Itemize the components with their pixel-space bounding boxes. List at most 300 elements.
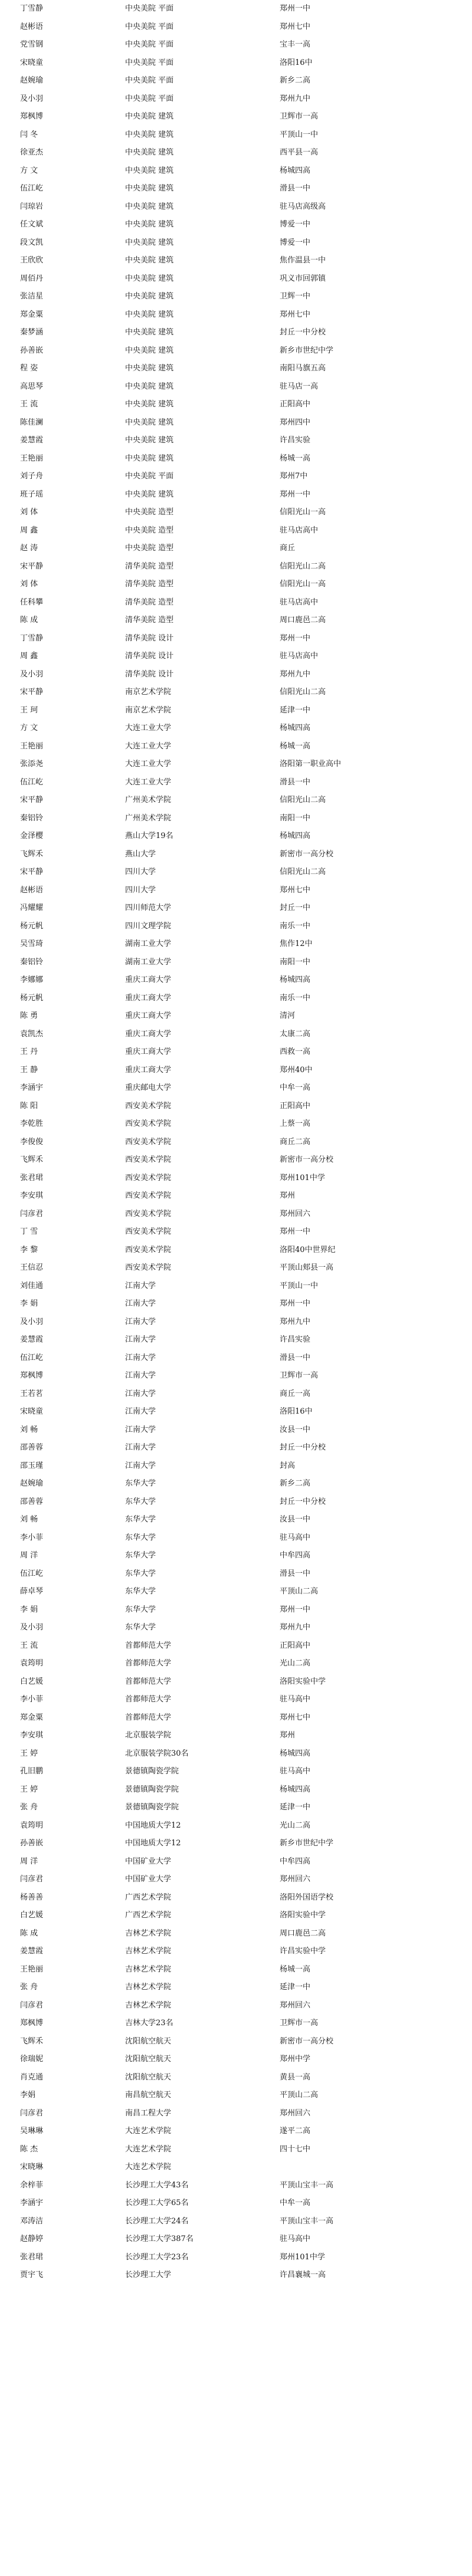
student-name: 宋晓童 xyxy=(20,58,44,67)
high-school: 郑州九中 xyxy=(280,1623,311,1632)
list-row xyxy=(0,1295,472,1313)
student-name: 刘 畅 xyxy=(20,1425,38,1434)
student-name: 刘 畅 xyxy=(20,1515,38,1524)
student-name: 张 舟 xyxy=(20,1983,38,1992)
admitted-school: 江南大学 xyxy=(125,1389,156,1398)
admitted-school: 江南大学 xyxy=(125,1407,156,1416)
admitted-school: 燕山大学19名 xyxy=(125,832,173,840)
student-name: 郑枫博 xyxy=(20,2019,44,2028)
list-row xyxy=(0,252,472,270)
high-school: 驻马高中 xyxy=(280,1533,311,1542)
admitted-school: 沈阳航空航天 xyxy=(125,2055,172,2064)
high-school: 西平县一高 xyxy=(280,148,319,157)
student-name: 郑金粟 xyxy=(20,310,44,319)
list-row xyxy=(0,18,472,37)
high-school: 商丘一高 xyxy=(280,1389,311,1398)
student-name: 李 娟 xyxy=(20,1299,38,1308)
admitted-school: 中央美院 建筑 xyxy=(125,310,174,319)
admitted-school: 首都师范大学 xyxy=(125,1659,172,1668)
high-school: 宝丰一高 xyxy=(280,40,311,49)
high-school: 杨城一高 xyxy=(280,741,311,751)
student-name: 赵彬语 xyxy=(20,22,44,31)
list-row xyxy=(0,1619,472,1637)
student-name: 宋平静 xyxy=(20,868,44,876)
list-row xyxy=(0,1133,472,1152)
list-row xyxy=(0,36,472,54)
high-school: 周口鹿邑二高 xyxy=(280,1928,326,1938)
high-school: 杨城四高 xyxy=(280,975,311,984)
admitted-school: 首都师范大学 xyxy=(125,1641,172,1650)
student-name: 王 流 xyxy=(20,1641,38,1650)
list-row xyxy=(0,1241,472,1260)
list-row xyxy=(0,1043,472,1062)
list-row xyxy=(0,1151,472,1169)
high-school: 中牟一高 xyxy=(280,2199,311,2207)
admitted-school: 景德镇陶瓷学院 xyxy=(125,1767,179,1776)
list-row xyxy=(0,1007,472,1026)
high-school: 光山二高 xyxy=(280,1659,311,1668)
admitted-school: 西安美术学院 xyxy=(125,1191,172,1200)
student-name: 姜慧霞 xyxy=(20,1947,44,1956)
admitted-school: 西安美术学院 xyxy=(125,1245,172,1254)
list-row xyxy=(0,846,472,864)
high-school: 新乡二高 xyxy=(280,1479,311,1488)
admitted-school: 中央美院 建筑 xyxy=(125,202,174,211)
admitted-school: 东华大学 xyxy=(125,1479,156,1488)
admitted-school: 中央美院 平面 xyxy=(125,4,174,13)
high-school: 南阳一中 xyxy=(280,813,311,823)
admitted-school: 中央美院 建筑 xyxy=(125,148,174,157)
student-name: 李 黎 xyxy=(20,1245,38,1254)
student-name: 飞辉禾 xyxy=(20,2036,44,2046)
list-row xyxy=(0,2249,472,2267)
student-name: 刘 体 xyxy=(20,508,38,517)
admitted-school: 吉林艺术学院 xyxy=(125,1928,172,1938)
student-name: 吴雪琦 xyxy=(20,939,44,948)
high-school: 延津一中 xyxy=(280,1983,311,1992)
list-row xyxy=(0,2051,472,2069)
list-row xyxy=(0,414,472,432)
student-name: 及小羽 xyxy=(20,1623,44,1632)
list-row xyxy=(0,2069,472,2087)
student-name: 袁凯杰 xyxy=(20,1029,44,1039)
student-name: 陈 成 xyxy=(20,616,38,625)
admitted-school: 中国矿业大学 xyxy=(125,1857,172,1866)
student-name: 邵玉瑾 xyxy=(20,1461,44,1470)
list-row xyxy=(0,1529,472,1547)
high-school: 平顶山宝丰一高 xyxy=(280,2216,334,2226)
admitted-school: 东华大学 xyxy=(125,1497,156,1506)
admitted-school: 江南大学 xyxy=(125,1461,156,1470)
student-name: 伍江屹 xyxy=(20,1569,44,1578)
list-row xyxy=(0,1691,472,1709)
student-name: 姜慧霞 xyxy=(20,1335,44,1344)
student-name: 郑枫博 xyxy=(20,112,44,121)
admitted-school: 广州美术学院 xyxy=(125,796,172,804)
admitted-school: 东华大学 xyxy=(125,1551,156,1560)
student-name: 闫彦君 xyxy=(20,1875,44,1884)
admitted-school: 中央美院 建筑 xyxy=(125,112,174,121)
admitted-school: 重庆工商大学 xyxy=(125,1065,172,1075)
student-name: 方 文 xyxy=(20,166,38,175)
student-name: 王艳丽 xyxy=(20,1964,44,1974)
student-name: 王艳丽 xyxy=(20,454,44,463)
list-row xyxy=(0,594,472,612)
list-row xyxy=(0,540,472,558)
student-name: 王艳丽 xyxy=(20,741,44,751)
high-school: 正阳高中 xyxy=(280,1641,311,1650)
list-row xyxy=(0,1259,472,1277)
admitted-school: 东华大学 xyxy=(125,1515,156,1524)
high-school: 郑州四中 xyxy=(280,418,311,427)
admitted-school: 燕山大学 xyxy=(125,849,156,859)
list-row xyxy=(0,1187,472,1205)
admitted-school: 长沙理工大学65名 xyxy=(125,2199,189,2207)
student-name: 李安琪 xyxy=(20,1191,44,1200)
high-school: 驻马店高中 xyxy=(280,652,319,661)
high-school: 光山二高 xyxy=(280,1821,311,1830)
list-row xyxy=(0,1367,472,1385)
high-school: 杨城四高 xyxy=(280,1749,311,1758)
student-name: 丁雪静 xyxy=(20,4,44,13)
list-row xyxy=(0,1547,472,1565)
admitted-school: 清华美院 造型 xyxy=(125,597,174,607)
high-school: 卫辉一中 xyxy=(280,292,311,301)
admitted-school: 湖南工业大学 xyxy=(125,957,172,967)
list-row xyxy=(0,180,472,198)
list-row xyxy=(0,755,472,774)
list-row xyxy=(0,216,472,234)
high-school: 新密市一高分校 xyxy=(280,849,334,859)
high-school: 杨城一高 xyxy=(280,1964,311,1974)
student-name: 张君珺 xyxy=(20,1173,44,1182)
admitted-school: 四川大学 xyxy=(125,885,156,895)
admitted-school: 大连工业大学 xyxy=(125,760,172,768)
admitted-school: 江南大学 xyxy=(125,1317,156,1326)
admitted-school: 中央美院 建筑 xyxy=(125,382,174,391)
high-school: 滑县一中 xyxy=(280,184,311,193)
list-row xyxy=(0,1853,472,1871)
student-name: 赵静婷 xyxy=(20,2235,44,2243)
admitted-school: 吉林艺术学院 xyxy=(125,1964,172,1974)
high-school: 南阳一中 xyxy=(280,957,311,967)
student-name: 李俊俊 xyxy=(20,1137,44,1146)
student-name: 秦铝铃 xyxy=(20,957,44,967)
student-name: 孙善嵌 xyxy=(20,1839,44,1848)
high-school: 郑州 xyxy=(280,1191,296,1200)
high-school: 郑州一中 xyxy=(280,489,311,499)
admitted-school: 长沙理工大学43名 xyxy=(125,2180,189,2190)
student-name: 徐瑞妮 xyxy=(20,2055,44,2064)
student-name: 闫琼岩 xyxy=(20,202,44,211)
student-name: 王信忍 xyxy=(20,1263,44,1272)
high-school: 平顶山二高 xyxy=(280,1587,319,1596)
high-school: 杨城四高 xyxy=(280,1785,311,1794)
student-name: 李娟 xyxy=(20,2091,36,2099)
list-row xyxy=(0,270,472,288)
list-row xyxy=(0,126,472,144)
student-name: 伍江屹 xyxy=(20,1353,44,1362)
admitted-school: 西安美术学院 xyxy=(125,1227,172,1236)
high-school: 洛阳40中世界纪 xyxy=(280,1245,336,1254)
student-name: 伍江屹 xyxy=(20,184,44,193)
admitted-school: 重庆工商大学 xyxy=(125,993,172,1003)
high-school: 卫辉市一高 xyxy=(280,112,319,121)
high-school: 信阳光山一高 xyxy=(280,580,326,589)
admitted-school: 中央美院 建筑 xyxy=(125,418,174,427)
student-name: 袁筠明 xyxy=(20,1659,44,1668)
student-name: 方 文 xyxy=(20,724,38,732)
high-school: 遂平二高 xyxy=(280,2127,311,2135)
student-name: 宋晓童 xyxy=(20,1407,44,1416)
student-name: 任科攀 xyxy=(20,597,44,607)
high-school: 郑州九中 xyxy=(280,1317,311,1326)
admitted-school: 清华美院 造型 xyxy=(125,561,174,571)
admitted-school: 大连艺术学院 xyxy=(125,2144,172,2154)
student-name: 李安琪 xyxy=(20,1731,44,1740)
student-name: 李涵宇 xyxy=(20,2199,44,2207)
list-row xyxy=(0,1439,472,1457)
list-row xyxy=(0,144,472,162)
admitted-school: 广西艺术学院 xyxy=(125,1911,172,1920)
list-row xyxy=(0,1655,472,1673)
student-name: 张 舟 xyxy=(20,1803,38,1812)
admitted-school: 东华大学 xyxy=(125,1623,156,1632)
admitted-school: 中央美院 建筑 xyxy=(125,184,174,193)
list-row xyxy=(0,1493,472,1512)
list-row xyxy=(0,630,472,648)
student-name: 李 娟 xyxy=(20,1605,38,1614)
student-name: 赵 涛 xyxy=(20,544,38,553)
admitted-school: 东华大学 xyxy=(125,1569,156,1578)
list-row xyxy=(0,1943,472,1961)
list-row xyxy=(0,1997,472,2015)
admitted-school: 中央美院 建筑 xyxy=(125,328,174,337)
list-row xyxy=(0,990,472,1008)
admitted-school: 中央美院 建筑 xyxy=(125,436,174,445)
list-row xyxy=(0,1421,472,1440)
high-school: 郑州一中 xyxy=(280,1227,311,1236)
list-row xyxy=(0,1817,472,1835)
student-name: 王 静 xyxy=(20,1065,38,1075)
list-row xyxy=(0,1709,472,1727)
admitted-school: 中央美院 建筑 xyxy=(125,166,174,175)
list-row xyxy=(0,2230,472,2249)
list-row xyxy=(0,666,472,684)
student-name: 及小羽 xyxy=(20,669,44,679)
high-school: 封丘一中分校 xyxy=(280,1443,326,1452)
admitted-school: 吉林艺术学院 xyxy=(125,2000,172,2010)
admitted-school: 江南大学 xyxy=(125,1353,156,1362)
high-school: 博爱一中 xyxy=(280,220,311,229)
student-name: 赵婉瑜 xyxy=(20,1479,44,1488)
student-name: 党雪钢 xyxy=(20,40,44,49)
student-name: 张添尧 xyxy=(20,760,44,768)
student-name: 邵善蓉 xyxy=(20,1443,44,1452)
admitted-school: 中央美院 平面 xyxy=(125,58,174,67)
admitted-school: 西安美术学院 xyxy=(125,1155,172,1164)
list-row xyxy=(0,108,472,126)
high-school: 郑州101中学 xyxy=(280,2252,325,2262)
student-name: 王 丹 xyxy=(20,1047,38,1056)
admitted-school: 清华美院 造型 xyxy=(125,580,174,589)
list-row xyxy=(0,1313,472,1332)
list-row xyxy=(0,1403,472,1421)
admitted-school: 重庆邮电大学 xyxy=(125,1083,172,1092)
list-row xyxy=(0,1169,472,1188)
student-name: 陈 成 xyxy=(20,1928,38,1938)
student-name: 赵婉瑜 xyxy=(20,76,44,85)
high-school: 郑州回六 xyxy=(280,1209,311,1218)
admitted-school: 清华美院 造型 xyxy=(125,616,174,625)
list-row xyxy=(0,1601,472,1619)
admitted-school: 重庆工商大学 xyxy=(125,1029,172,1039)
student-name: 伍江屹 xyxy=(20,777,44,787)
list-row xyxy=(0,1961,472,1979)
list-row xyxy=(0,738,472,756)
admitted-school: 西安美术学院 xyxy=(125,1209,172,1218)
student-name: 李小菲 xyxy=(20,1695,44,1704)
list-row xyxy=(0,1781,472,1799)
student-name: 杨善善 xyxy=(20,1892,44,1902)
list-row xyxy=(0,198,472,216)
admitted-school: 中央美院 建筑 xyxy=(125,130,174,139)
high-school: 郑州一中 xyxy=(280,633,311,643)
list-row xyxy=(0,288,472,306)
list-row xyxy=(0,378,472,396)
student-name: 邵善蓉 xyxy=(20,1497,44,1506)
student-name: 周 鑫 xyxy=(20,652,38,661)
high-school: 驻马高中 xyxy=(280,2235,311,2243)
student-name: 陈 杰 xyxy=(20,2144,38,2154)
high-school: 滑县一中 xyxy=(280,1569,311,1578)
high-school: 平顶山一中 xyxy=(280,130,319,139)
high-school: 许昌实验 xyxy=(280,436,311,445)
list-row xyxy=(0,1457,472,1476)
student-name: 邓涛洁 xyxy=(20,2216,44,2226)
admitted-school: 四川文理学院 xyxy=(125,921,172,931)
admitted-school: 东华大学 xyxy=(125,1533,156,1542)
high-school: 汝县一中 xyxy=(280,1425,311,1434)
admitted-school: 江南大学 xyxy=(125,1335,156,1344)
student-name: 陈佳澜 xyxy=(20,418,44,427)
list-row xyxy=(0,162,472,180)
high-school: 新乡市世纪中学 xyxy=(280,1839,334,1848)
student-name: 余梓菲 xyxy=(20,2180,44,2190)
list-row xyxy=(0,504,472,522)
admitted-school: 东华大学 xyxy=(125,1605,156,1614)
admitted-school: 吉林大学23名 xyxy=(125,2019,173,2028)
high-school: 郑州七中 xyxy=(280,1713,311,1722)
list-row xyxy=(0,1277,472,1296)
admitted-school: 中央美院 平面 xyxy=(125,22,174,31)
list-row xyxy=(0,612,472,630)
admitted-school: 西安美术学院 xyxy=(125,1101,172,1110)
admitted-school: 江南大学 xyxy=(125,1281,156,1290)
admitted-school: 中央美院 建筑 xyxy=(125,238,174,247)
list-row xyxy=(0,1205,472,1224)
high-school: 许昌实验 xyxy=(280,1335,311,1344)
student-name: 周 鑫 xyxy=(20,525,38,535)
high-school: 郑州回六 xyxy=(280,2108,311,2118)
admitted-school: 景德镇陶瓷学院 xyxy=(125,1785,179,1794)
high-school: 杨城四高 xyxy=(280,832,311,840)
high-school: 信阳光山一高 xyxy=(280,508,326,517)
student-name: 李小菲 xyxy=(20,1533,44,1542)
high-school: 南乐一中 xyxy=(280,993,311,1003)
list-row xyxy=(0,882,472,900)
student-name: 周 洋 xyxy=(20,1857,38,1866)
admitted-school: 中央美院 建筑 xyxy=(125,346,174,355)
student-name: 张君珺 xyxy=(20,2252,44,2262)
student-name: 孔旧鹏 xyxy=(20,1767,44,1776)
list-row xyxy=(0,863,472,882)
high-school: 杨城四高 xyxy=(280,166,311,175)
high-school: 新乡市世纪中学 xyxy=(280,346,334,355)
high-school: 太康二高 xyxy=(280,1029,311,1039)
list-row xyxy=(0,72,472,90)
high-school: 郑州七中 xyxy=(280,885,311,895)
admitted-school: 江南大学 xyxy=(125,1299,156,1308)
list-row xyxy=(0,1115,472,1133)
list-row xyxy=(0,576,472,594)
list-row xyxy=(0,1763,472,1781)
admitted-school: 中央美院 造型 xyxy=(125,544,174,553)
high-school: 新密市一高分校 xyxy=(280,1155,334,1164)
high-school: 洛阳16中 xyxy=(280,58,313,67)
list-row xyxy=(0,306,472,324)
high-school: 郑州中学 xyxy=(280,2055,311,2064)
admitted-school: 重庆工商大学 xyxy=(125,1011,172,1020)
list-row xyxy=(0,2141,472,2159)
high-school: 商丘 xyxy=(280,544,296,553)
list-row xyxy=(0,396,472,414)
high-school: 洛阳外国语学校 xyxy=(280,1892,334,1902)
list-row xyxy=(0,1062,472,1080)
high-school: 巩义市回郭镇 xyxy=(280,274,326,283)
student-name: 李涵宇 xyxy=(20,1083,44,1092)
student-name: 袁筠明 xyxy=(20,1821,44,1830)
admitted-school: 长沙理工大学23名 xyxy=(125,2252,189,2262)
student-name: 薛卓琴 xyxy=(20,1587,44,1596)
high-school: 焦作温县一中 xyxy=(280,256,326,265)
high-school: 商丘二高 xyxy=(280,1137,311,1146)
admitted-school: 南京艺术学院 xyxy=(125,688,172,696)
list-row xyxy=(0,1583,472,1601)
high-school: 正阳高中 xyxy=(280,400,311,409)
student-name: 飞辉禾 xyxy=(20,1155,44,1164)
high-school: 信阳光山二高 xyxy=(280,796,326,804)
high-school: 滑县一中 xyxy=(280,777,311,787)
student-name: 周 洋 xyxy=(20,1551,38,1560)
high-school: 中牟四高 xyxy=(280,1551,311,1560)
student-name: 飞辉禾 xyxy=(20,849,44,859)
student-name: 及小羽 xyxy=(20,94,44,103)
student-name: 贾宇飞 xyxy=(20,2271,44,2279)
high-school: 郑州7中 xyxy=(280,472,308,481)
high-school: 博爱一中 xyxy=(280,238,311,247)
high-school: 新密市一高分校 xyxy=(280,2036,334,2046)
list-row xyxy=(0,360,472,378)
high-school: 西救一高 xyxy=(280,1047,311,1056)
admitted-school: 长沙理工大学 xyxy=(125,2271,172,2279)
list-row xyxy=(0,1511,472,1529)
high-school: 驻马店高级高 xyxy=(280,202,326,211)
admitted-school: 西安美术学院 xyxy=(125,1137,172,1146)
student-name: 王若茗 xyxy=(20,1389,44,1398)
admitted-school: 中国矿业大学 xyxy=(125,1875,172,1884)
admitted-school: 清华美院 设计 xyxy=(125,652,174,661)
